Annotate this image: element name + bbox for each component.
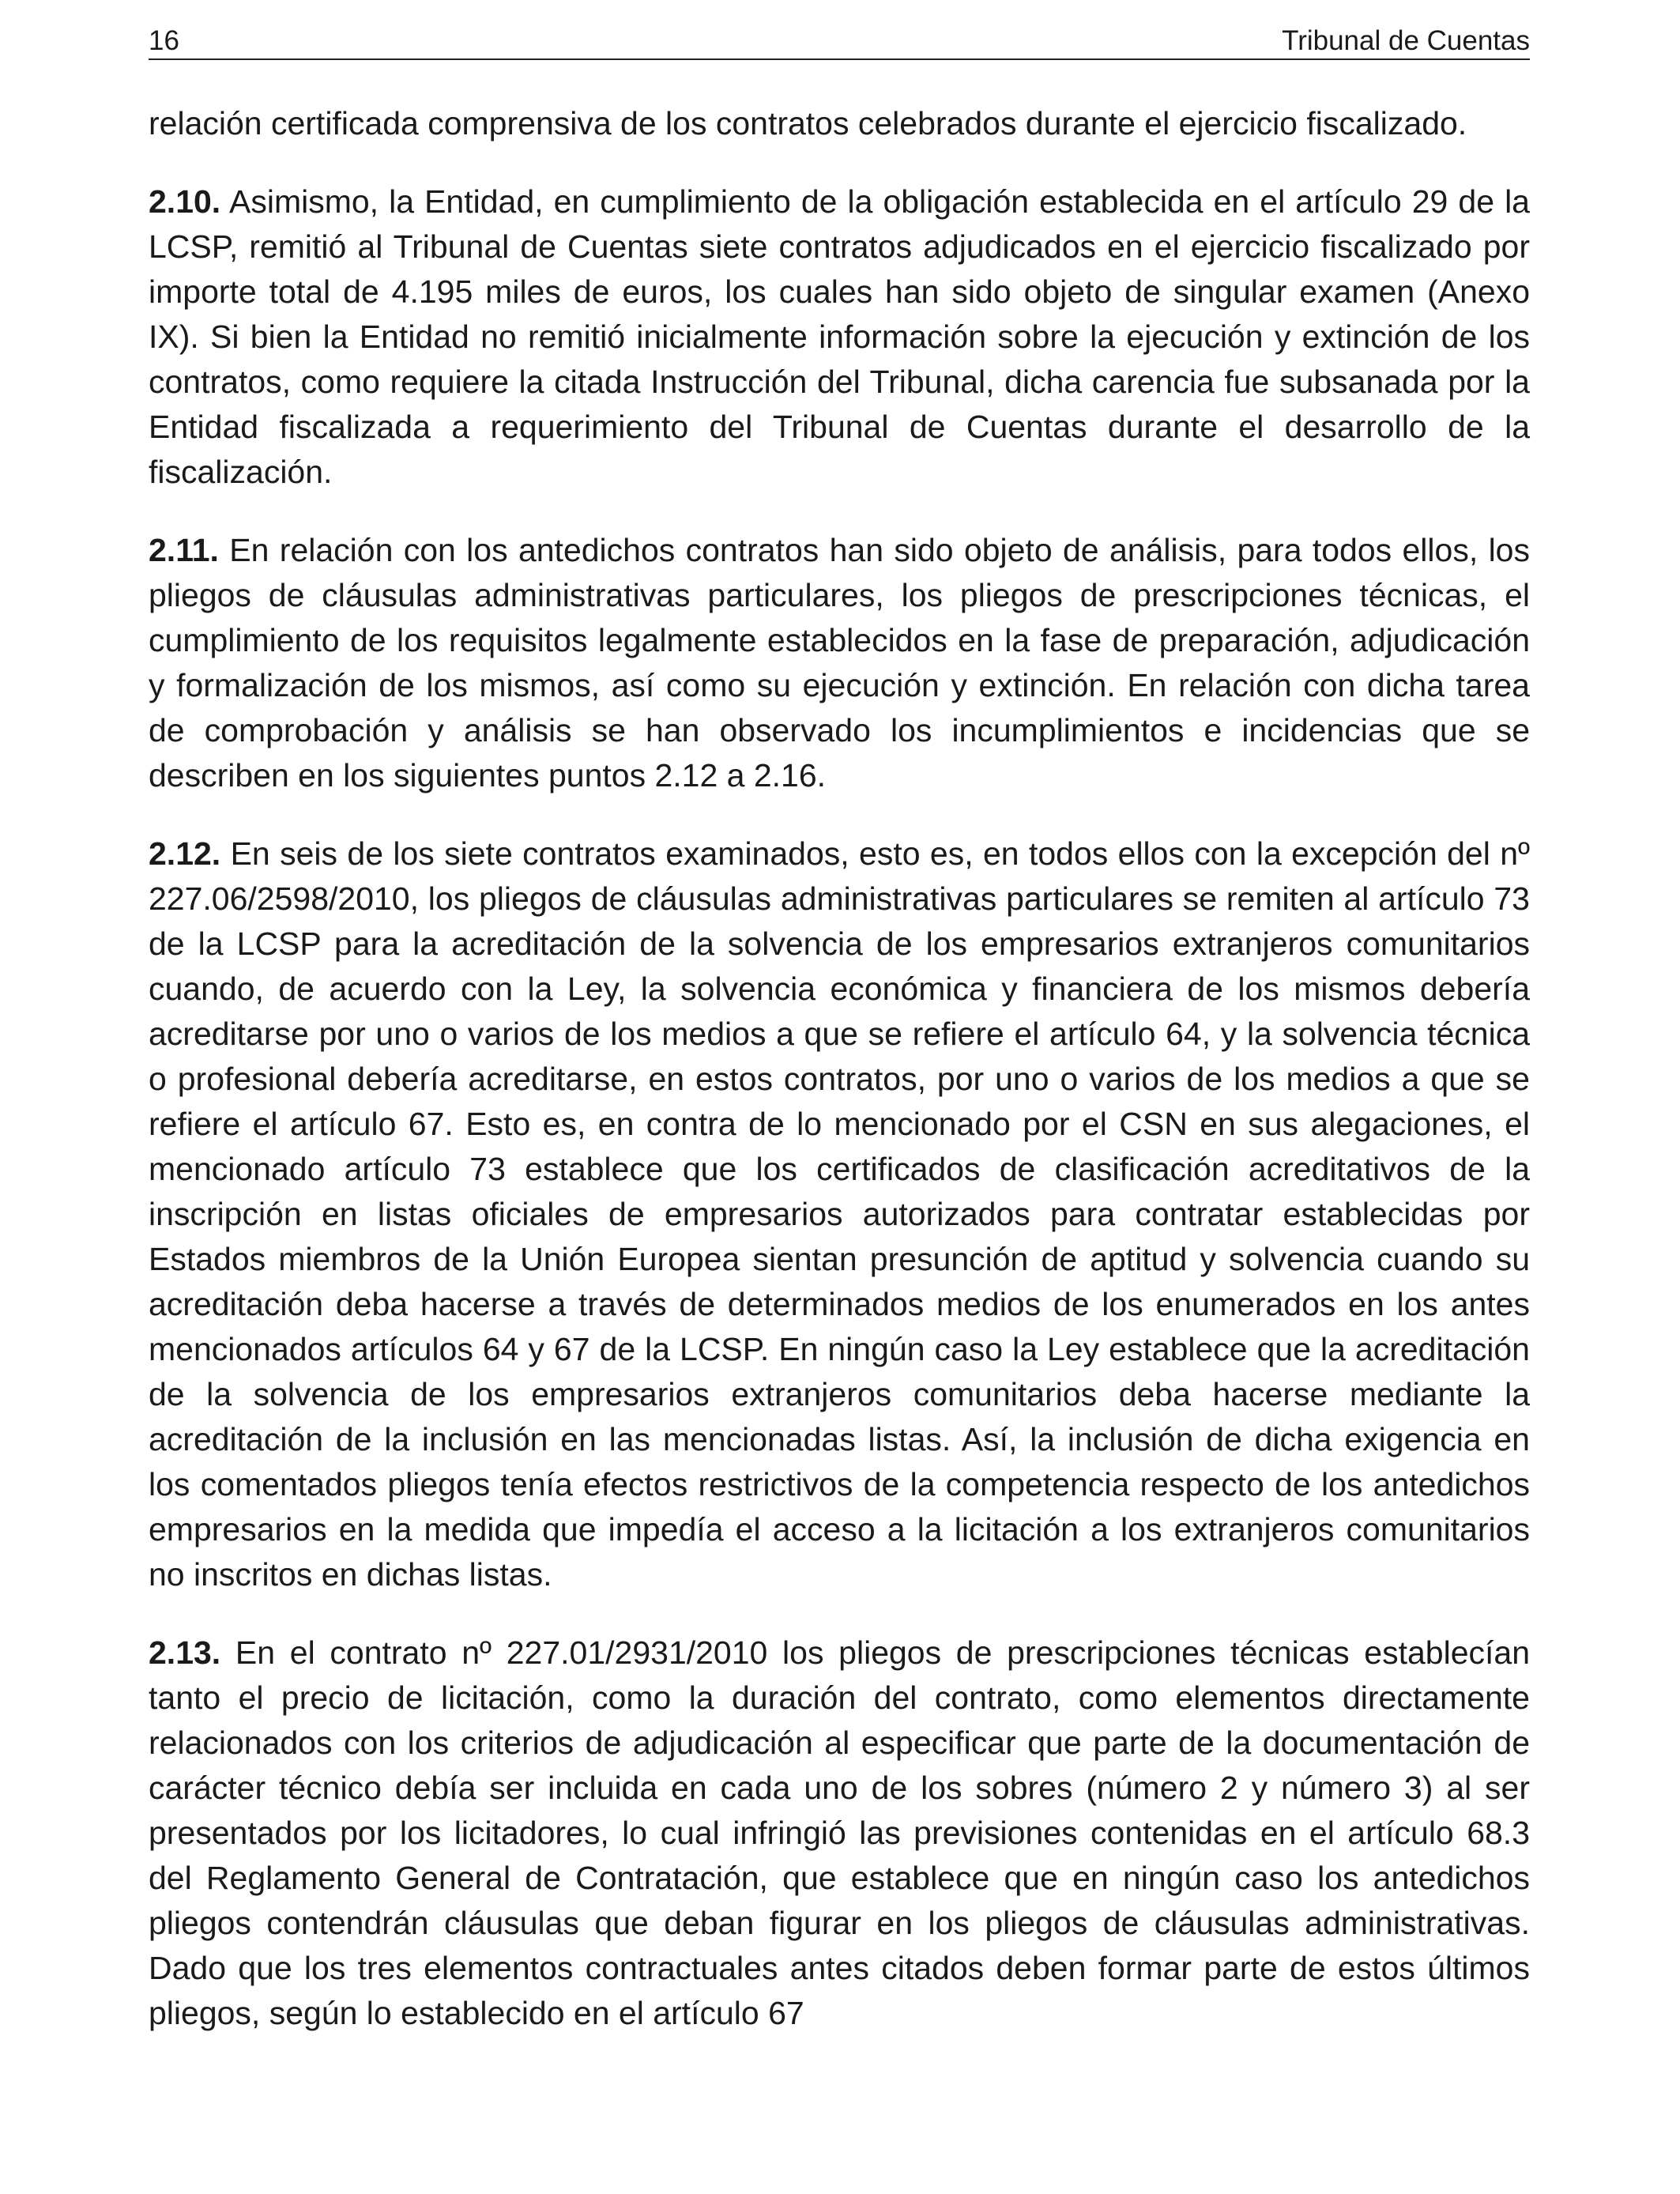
paragraph-2-12 — [149, 831, 1530, 1597]
paragraph-continuation — [149, 101, 1530, 146]
running-header — [149, 22, 1530, 60]
paragraph-number: 2.13. — [149, 1634, 221, 1671]
paragraph-text: Asimismo, la Entidad, en cumplimiento de la obligación establecida en el artículo 29 de la LCSP, remitió al Tribunal de Cuentas siete contratos adjudicados en el ejercicio fiscalizado por importe total de 4.195 miles de euros, los cuales han sido objeto de singular examen (Anexo IX). Si bien la Entidad no remitió inicialmente información sobre la ejecución y extinción de los contratos, como requiere la citada Instrucción del Tribunal, dicha carencia fue subsanada por la Entidad fiscalizada a requerimiento del Tribunal de Cuentas durante el desarrollo de la fiscalización. — [149, 183, 1530, 490]
paragraph-number: 2.12. — [149, 835, 221, 872]
paragraph-text: En seis de los siete contratos examinados, esto es, en todos ellos con la excepción del nº 227.06/2598/2010, los pliegos de cláusulas administrativas particulares se remiten al artículo 73 de la LCSP para la acreditación de la solvencia de los empresarios extranjeros comunitarios cuando, de acuerdo con la Ley, la solvencia económica y financiera de los mismos debería acreditarse por uno o varios de los medios a que se refiere el artículo 64, y la solvencia técnica o profesional debería acreditarse, en estos contratos, por uno o varios de los medios a que se refiere el artículo 67. Esto es, en contra de lo mencionado por el CSN en sus alegaciones, el mencionado artículo 73 establece que los certificados de clasificación acreditativos de la inscripción en listas oficiales de empresarios autorizados para contratar establecidas por Estados miembros de la Unión Europea sientan presunción de aptitud y solvencia cuando su acreditación deba hacerse a través de determinados medios de los enumerados en los antes mencionados artículos 64 y 67 de la LCSP. En ningún caso la Ley establece que la acreditación de la solvencia de los empresarios extranjeros comunitarios deba hacerse mediante la acreditación de la inclusión en las mencionadas listas. Así, la inclusión de dicha exigencia en los comentados pliegos tenía efectos restrictivos de la competencia respecto de los antedichos empresarios en la medida que impedía el acceso a la licitación a los extranjeros comunitarios no inscritos en dichas listas. — [149, 835, 1530, 1593]
paragraph-text: relación certificada comprensiva de los contratos celebrados durante el ejercicio fiscalizado. — [149, 105, 1467, 141]
header-title: Tribunal de Cuentas — [1282, 25, 1530, 56]
paragraph-2-13 — [149, 1630, 1530, 2036]
body-text — [149, 101, 1530, 2069]
paragraph-text: En el contrato nº 227.01/2931/2010 los pliegos de prescripciones técnicas establecían tanto el precio de licitación, como la duración del contrato, como elementos directamente relacionados con los criterios de adjudicación al especificar que parte de la documentación de carácter técnico debía ser incluida en cada uno de los sobres (número 2 y número 3) al ser presentados por los licitadores, lo cual infringió las previsiones contenidas en el artículo 68.3 del Reglamento General de Contratación, que establece que en ningún caso los antedichos pliegos contendrán cláusulas que deban figurar en los pliegos de cláusulas administrativas. Dado que los tres elementos contractuales antes citados deben formar parte de estos últimos pliegos, según lo establecido en el artículo 67 — [149, 1634, 1530, 2031]
page-number: 16 — [149, 25, 179, 56]
paragraph-number: 2.11. — [149, 532, 219, 568]
paragraph-text: En relación con los antedichos contratos han sido objeto de análisis, para todos ellos, los pliegos de cláusulas administrativas particulares, los pliegos de prescripciones técnicas, el cumplimiento de los requisitos legalmente establecidos en la fase de preparación, adjudicación y formalización de los mismos, así como su ejecución y extinción. En relación con dicha tarea de comprobación y análisis se han observado los incumplimientos e incidencias que se describen en los siguientes puntos 2.12 a 2.16. — [149, 532, 1530, 794]
paragraph-number: 2.10. — [149, 183, 221, 220]
paragraph-2-11 — [149, 528, 1530, 798]
paragraph-2-10 — [149, 179, 1530, 495]
